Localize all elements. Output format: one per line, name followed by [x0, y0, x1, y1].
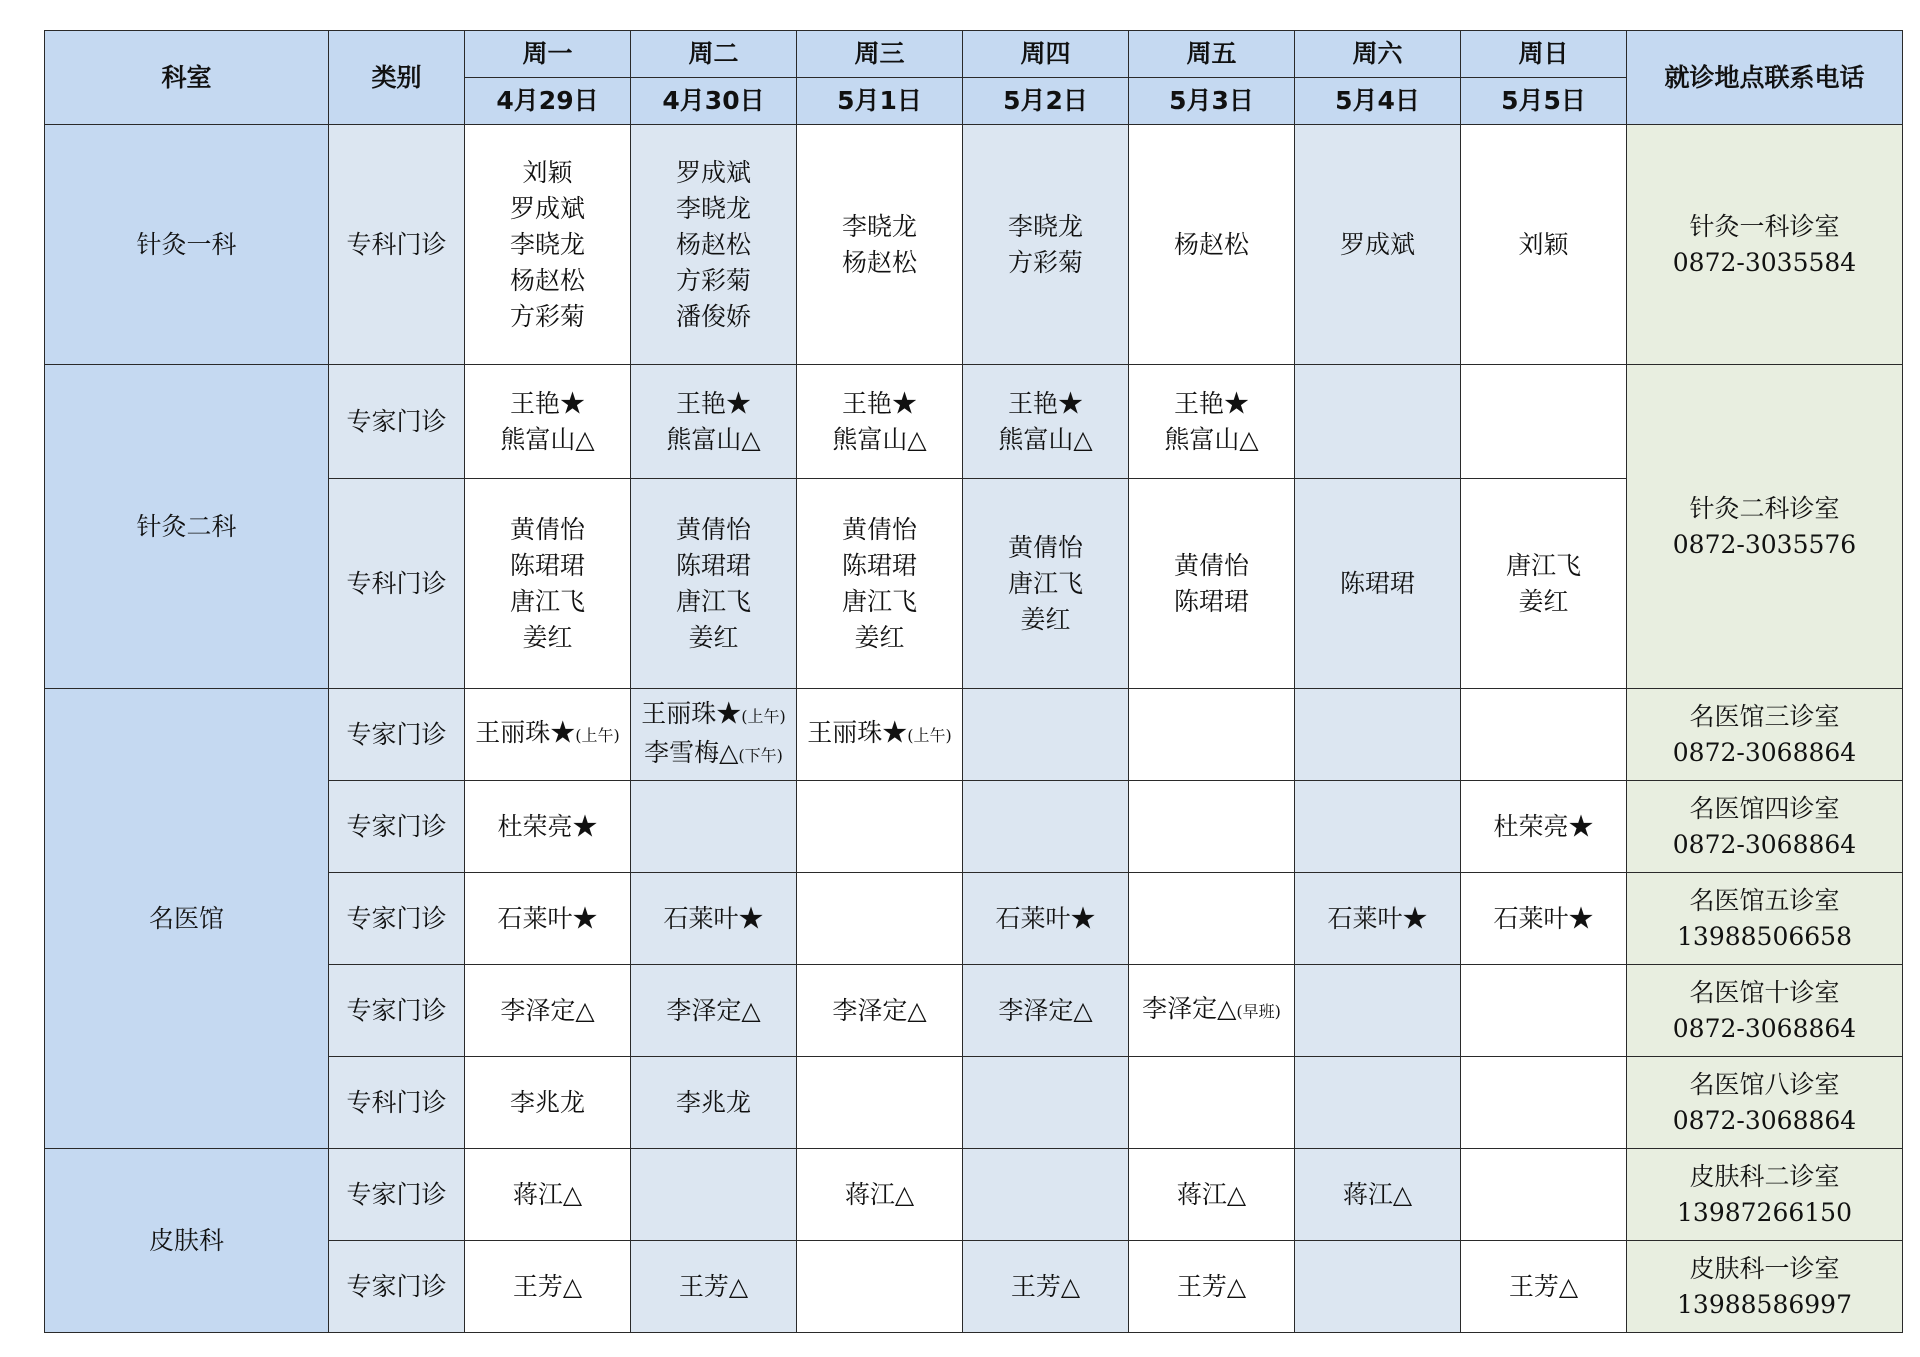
- day-cell: [963, 965, 1129, 1057]
- contact-phone: 0872-3035584: [1672, 247, 1857, 277]
- department-name: 针灸一科: [45, 125, 329, 365]
- schedule-row: [45, 1149, 1903, 1241]
- day-cell: [1461, 479, 1627, 689]
- doctor-name: 王艳★: [509, 388, 585, 418]
- day-cell: [1129, 873, 1295, 965]
- doctor-name: 潘俊娇: [675, 301, 751, 331]
- doctor-name: 李晓龙: [841, 211, 917, 241]
- doctor-name: 杨赵松: [675, 229, 751, 259]
- day-cell: [963, 1057, 1129, 1149]
- day-cell: [631, 365, 797, 479]
- day-cell: [1295, 873, 1461, 965]
- doctor-name: 王艳★: [1173, 388, 1249, 418]
- schedule-row: [45, 689, 1903, 781]
- clinic-type: 专家门诊: [329, 365, 465, 479]
- doctor-name-text: 王丽珠★: [807, 718, 908, 747]
- header-date: 4月30日: [631, 78, 797, 125]
- doctor-name: 罗成斌: [509, 193, 585, 223]
- day-cell: [631, 689, 797, 781]
- contact-phone: 0872-3068864: [1672, 737, 1857, 767]
- doctor-name: 蒋江△: [512, 1179, 583, 1209]
- doctor-name: 李泽定△: [666, 995, 761, 1025]
- day-cell: [465, 125, 631, 365]
- day-cell: [631, 1057, 797, 1149]
- day-cell: [1129, 781, 1295, 873]
- day-cell: [1129, 689, 1295, 781]
- day-cell: [1295, 125, 1461, 365]
- doctor-name: 李泽定△: [998, 995, 1093, 1025]
- day-cell: [1461, 125, 1627, 365]
- day-cell: [963, 125, 1129, 365]
- day-cell: [797, 1241, 963, 1333]
- doctor-name: 熊富山△: [1164, 424, 1259, 454]
- contact-phone: 13988586997: [1677, 1289, 1852, 1319]
- day-cell: [631, 965, 797, 1057]
- clinic-type: 专家门诊: [329, 873, 465, 965]
- day-cell: [631, 873, 797, 965]
- day-cell: [465, 1241, 631, 1333]
- day-cell: [1129, 125, 1295, 365]
- doctor-name: 方彩菊: [675, 265, 751, 295]
- day-cell: [797, 873, 963, 965]
- day-cell: [1129, 1241, 1295, 1333]
- header-weekday: 周日: [1461, 31, 1627, 78]
- doctor-name: 王芳△: [1508, 1271, 1579, 1301]
- header-date: 5月2日: [963, 78, 1129, 125]
- shift-note: (上午): [741, 706, 786, 726]
- doctor-name: 王芳△: [678, 1271, 749, 1301]
- header-date: 5月3日: [1129, 78, 1295, 125]
- contact-phone: 13988506658: [1677, 921, 1852, 951]
- doctor-name: 唐江飞: [509, 586, 585, 616]
- day-cell: [465, 479, 631, 689]
- clinic-type: 专家门诊: [329, 781, 465, 873]
- clinic-room: 名医馆八诊室: [1689, 1069, 1840, 1099]
- doctor-name: 杜荣亮★: [1493, 811, 1594, 841]
- header-date: 4月29日: [465, 78, 631, 125]
- shift-note: (下午): [738, 745, 783, 765]
- contact-cell: [1627, 1149, 1903, 1241]
- day-cell: [1295, 479, 1461, 689]
- clinic-room: 针灸一科诊室: [1689, 211, 1840, 241]
- doctor-name: 陈珺珺: [841, 550, 917, 580]
- day-cell: [963, 1241, 1129, 1333]
- day-cell: [797, 479, 963, 689]
- doctor-name: 李泽定△: [832, 995, 927, 1025]
- doctor-name: 蒋江△: [1176, 1179, 1247, 1209]
- header-weekday: 周三: [797, 31, 963, 78]
- doctor-name: 李兆龙: [675, 1087, 751, 1117]
- day-cell: [797, 1057, 963, 1149]
- header-weekday: 周一: [465, 31, 631, 78]
- day-cell: [1461, 1149, 1627, 1241]
- day-cell: [963, 365, 1129, 479]
- day-cell: [963, 689, 1129, 781]
- day-cell: [963, 1149, 1129, 1241]
- doctor-name: 杜荣亮★: [497, 811, 598, 841]
- contact-phone: 13987266150: [1677, 1197, 1852, 1227]
- doctor-name: 姜红: [522, 622, 573, 652]
- doctor-name: 黄倩怡: [1173, 550, 1249, 580]
- contact-cell: [1627, 125, 1903, 365]
- day-cell: [1461, 965, 1627, 1057]
- doctor-name: 黄倩怡: [841, 514, 917, 544]
- doctor-name: 李晓龙: [1007, 211, 1083, 241]
- doctor-name: 熊富山△: [500, 424, 595, 454]
- clinic-room: 名医馆十诊室: [1689, 977, 1840, 1007]
- schedule-row: [45, 125, 1903, 365]
- day-cell: [1295, 965, 1461, 1057]
- clinic-type: 专家门诊: [329, 965, 465, 1057]
- day-cell: [1129, 479, 1295, 689]
- doctor-name: 姜红: [1518, 586, 1569, 616]
- day-cell: [1295, 1149, 1461, 1241]
- doctor-name: 陈珺珺: [1339, 568, 1415, 598]
- contact-cell: [1627, 873, 1903, 965]
- header-row-weekdays: [45, 31, 1903, 78]
- doctor-name: 姜红: [854, 622, 905, 652]
- doctor-name: 李泽定△: [500, 995, 595, 1025]
- day-cell: [963, 781, 1129, 873]
- doctor-name: 唐江飞: [841, 586, 917, 616]
- doctor-name: 刘颖: [1518, 229, 1569, 259]
- contact-phone: 0872-3035576: [1672, 529, 1857, 559]
- doctor-name: 石莱叶★: [497, 903, 598, 933]
- shift-note: (上午): [907, 726, 952, 745]
- doctor-name: [801, 715, 958, 754]
- doctor-name: 李晓龙: [675, 193, 751, 223]
- day-cell: [631, 781, 797, 873]
- doctor-name: 陈珺珺: [509, 550, 585, 580]
- contact-phone: 0872-3068864: [1672, 829, 1857, 859]
- day-cell: [1461, 689, 1627, 781]
- doctor-name: 黄倩怡: [1007, 532, 1083, 562]
- day-cell: [1461, 781, 1627, 873]
- doctor-name: 黄倩怡: [509, 514, 585, 544]
- doctor-name: 杨赵松: [1173, 229, 1249, 259]
- day-cell: [465, 1149, 631, 1241]
- day-cell: [631, 479, 797, 689]
- shift-note: (早班): [1236, 1002, 1281, 1021]
- doctor-name: 唐江飞: [675, 586, 751, 616]
- day-cell: [631, 1241, 797, 1333]
- doctor-name: 姜红: [1020, 604, 1071, 634]
- header-contact: 就诊地点联系电话: [1627, 31, 1903, 125]
- contact-cell: [1627, 965, 1903, 1057]
- day-cell: [1129, 365, 1295, 479]
- doctor-name: 陈珺珺: [1173, 586, 1249, 616]
- day-cell: [465, 1057, 631, 1149]
- header-type: 类别: [329, 31, 465, 125]
- doctor-name: 李晓龙: [509, 229, 585, 259]
- header-weekday: 周五: [1129, 31, 1295, 78]
- doctor-name: 姜红: [688, 622, 739, 652]
- clinic-room: 名医馆三诊室: [1689, 701, 1840, 731]
- day-cell: [631, 1149, 797, 1241]
- contact-cell: [1627, 781, 1903, 873]
- header-dept: 科室: [45, 31, 329, 125]
- doctor-name: 石莱叶★: [995, 903, 1096, 933]
- clinic-type: 专科门诊: [329, 1057, 465, 1149]
- header-date: 5月1日: [797, 78, 963, 125]
- header-weekday: 周四: [963, 31, 1129, 78]
- doctor-name: 熊富山△: [666, 424, 761, 454]
- doctor-name: 石莱叶★: [663, 903, 764, 933]
- clinic-type: 专家门诊: [329, 1241, 465, 1333]
- schedule-table: [44, 30, 1903, 1333]
- day-cell: [1295, 781, 1461, 873]
- doctor-name: 王芳△: [1010, 1271, 1081, 1301]
- day-cell: [465, 365, 631, 479]
- clinic-type: 专科门诊: [329, 125, 465, 365]
- day-cell: [1461, 1241, 1627, 1333]
- doctor-name: [1133, 991, 1290, 1030]
- header-date: 5月5日: [1461, 78, 1627, 125]
- department-name: 针灸二科: [45, 365, 329, 689]
- day-cell: [1461, 873, 1627, 965]
- day-cell: [797, 965, 963, 1057]
- day-cell: [797, 1149, 963, 1241]
- doctor-name-text: 李雪梅△: [644, 737, 739, 767]
- doctor-name: 王艳★: [841, 388, 917, 418]
- doctor-name: 熊富山△: [998, 424, 1093, 454]
- day-cell: [631, 125, 797, 365]
- contact-phone: 0872-3068864: [1672, 1013, 1857, 1043]
- doctor-name: 刘颖: [522, 157, 573, 187]
- clinic-type: 专家门诊: [329, 1149, 465, 1241]
- department-name: 皮肤科: [45, 1149, 329, 1333]
- header-date: 5月4日: [1295, 78, 1461, 125]
- day-cell: [797, 781, 963, 873]
- doctor-name: 李兆龙: [509, 1087, 585, 1117]
- clinic-room: 皮肤科一诊室: [1689, 1253, 1840, 1283]
- day-cell: [1129, 1057, 1295, 1149]
- day-cell: [1461, 365, 1627, 479]
- doctor-name: 罗成斌: [1339, 229, 1415, 259]
- doctor-name: 杨赵松: [841, 247, 917, 277]
- day-cell: [963, 479, 1129, 689]
- doctor-name: 石莱叶★: [1493, 903, 1594, 933]
- clinic-type: 专科门诊: [329, 479, 465, 689]
- doctor-name: 方彩菊: [509, 301, 585, 331]
- contact-cell: [1627, 689, 1903, 781]
- shift-note: (上午): [575, 726, 620, 745]
- contact-cell: [1627, 1057, 1903, 1149]
- clinic-room: 皮肤科二诊室: [1689, 1161, 1840, 1191]
- day-cell: [1295, 1057, 1461, 1149]
- day-cell: [465, 781, 631, 873]
- clinic-type: 专家门诊: [329, 689, 465, 781]
- doctor-name: 蒋江△: [1342, 1179, 1413, 1209]
- day-cell: [465, 689, 631, 781]
- doctor-name-text: 李泽定△: [1142, 994, 1237, 1023]
- day-cell: [1129, 965, 1295, 1057]
- contact-cell: [1627, 1241, 1903, 1333]
- doctor-name: 方彩菊: [1007, 247, 1083, 277]
- department-name: 名医馆: [45, 689, 329, 1149]
- doctor-name: 蒋江△: [844, 1179, 915, 1209]
- doctor-name: 王芳△: [512, 1271, 583, 1301]
- doctor-name: 杨赵松: [509, 265, 585, 295]
- day-cell: [797, 365, 963, 479]
- doctor-name: 陈珺珺: [675, 550, 751, 580]
- doctor-name: [635, 735, 792, 774]
- schedule-body: [45, 125, 1903, 1333]
- day-cell: [465, 873, 631, 965]
- day-cell: [465, 965, 631, 1057]
- day-cell: [797, 689, 963, 781]
- doctor-name: 石莱叶★: [1327, 903, 1428, 933]
- doctor-name: 唐江飞: [1505, 550, 1581, 580]
- doctor-name-text: 王丽珠★: [641, 698, 742, 728]
- doctor-name: 唐江飞: [1007, 568, 1083, 598]
- doctor-name: 罗成斌: [675, 157, 751, 187]
- clinic-room: 名医馆四诊室: [1689, 793, 1840, 823]
- day-cell: [1295, 689, 1461, 781]
- doctor-name: 王艳★: [1007, 388, 1083, 418]
- doctor-name-text: 王丽珠★: [475, 718, 576, 747]
- doctor-name: 黄倩怡: [675, 514, 751, 544]
- day-cell: [1295, 365, 1461, 479]
- clinic-room: 名医馆五诊室: [1689, 885, 1840, 915]
- doctor-name: [635, 696, 792, 735]
- contact-phone: 0872-3068864: [1672, 1105, 1857, 1135]
- day-cell: [1461, 1057, 1627, 1149]
- day-cell: [963, 873, 1129, 965]
- schedule-row: [45, 365, 1903, 479]
- day-cell: [1295, 1241, 1461, 1333]
- doctor-name: 熊富山△: [832, 424, 927, 454]
- doctor-name: [469, 715, 626, 754]
- doctor-name: 王芳△: [1176, 1271, 1247, 1301]
- doctor-name: 王艳★: [675, 388, 751, 418]
- header-weekday: 周六: [1295, 31, 1461, 78]
- day-cell: [797, 125, 963, 365]
- clinic-room: 针灸二科诊室: [1689, 493, 1840, 523]
- day-cell: [1129, 1149, 1295, 1241]
- contact-cell: [1627, 365, 1903, 689]
- header-weekday: 周二: [631, 31, 797, 78]
